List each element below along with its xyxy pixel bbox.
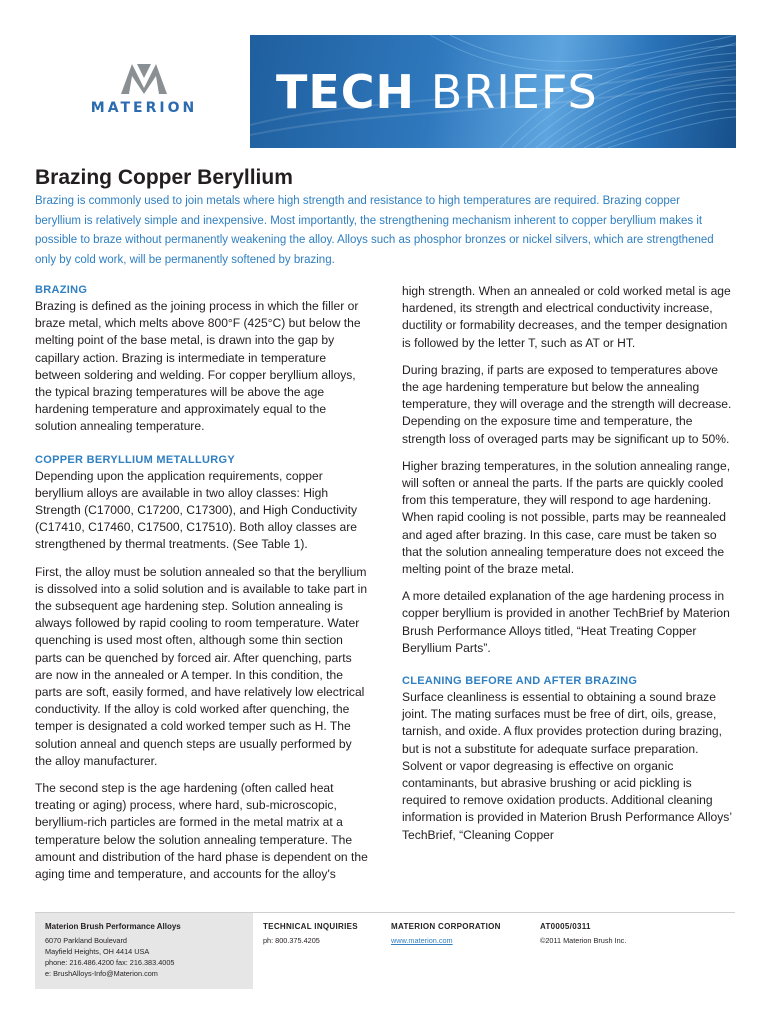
banner-title	[276, 65, 598, 119]
footer-technical-inquiries	[263, 922, 358, 945]
footer-phone-fax: phone: 216.486.4200 fax: 216.383.4005	[45, 958, 175, 967]
right-paragraph-3: Higher brazing temperatures, in the solution annealing range, will soften or anneal the parts. If the parts are quickly cooled from this temperature, they will respond to age hardening. When rapid cooling is not possible, parts may be reannealed and aged after brazing. In this case, care must be taken so that the solution annealing temperature does not exceed the melting point of the braze metal.	[402, 458, 731, 577]
brazing-paragraph: Brazing is defined as the joining process in which the filler or braze metal, which melts above 800°F (425°C) but below the melting point of the base metal, is drawn into the gap by capillary action. Brazing is intermediate in temperature between soldering and welding. For copper beryllium alloys, the typical brazing temperatures will be above the age hardening temperature and approximately equal to the solution annealing temperature.	[35, 299, 361, 434]
footer-copyright: ©2011 Materion Brush Inc.	[540, 936, 627, 945]
footer-address-box	[35, 913, 253, 989]
right-column	[402, 283, 736, 854]
footer-address-line-1: 6070 Parkland Boulevard	[45, 936, 127, 945]
left-column	[35, 282, 369, 893]
materion-logo	[78, 64, 210, 120]
footer-document-info	[540, 922, 626, 945]
section-heading-metallurgy: COPPER BERYLLIUM METALLURGY	[35, 453, 235, 466]
right-paragraph-2: During brazing, if parts are exposed to temperatures above the age hardening temperature but below the annealing temperature, they will overage and the strength will decrease. Depending on the exposure time and temperature, the strength loss of overaged parts may be significant up to 50%.	[402, 362, 732, 446]
banner-title-bold: TECH	[276, 65, 416, 119]
right-paragraph-4: A more detailed explanation of the age hardening process in copper beryllium is provided in another TechBrief by Materion Brush Performance Alloys titled, “Heat Treating Copper Beryllium Parts”.	[402, 589, 730, 655]
metallurgy-paragraph-3: The second step is the age hardening (often called heat treating or aging) process, where hard, sub-microscopic, beryllium-rich particles are formed in the metal matrix at a temperature below the solution annealing temperature. The amount and distribution of the hard phase is dependent on the aging time and temperature, and accounts for the alloy's	[35, 781, 368, 882]
footer-company-name: Materion Brush Performance Alloys	[45, 922, 181, 931]
banner-title-light: BRIEFS	[430, 65, 598, 119]
footer-corp-heading: MATERION CORPORATION	[391, 922, 501, 931]
tech-briefs-banner	[250, 35, 736, 148]
footer-corporation	[391, 922, 501, 945]
intro-paragraph: Brazing is commonly used to join metals where high strength and resistance to high temperatures are required. Brazing copper beryllium is relatively simple and inexpensive. Most importantly, the strengthening mechanism inherent to copper beryllium makes it possible to braze without permanently weakening the alloy. Alloys such as phosphor bronzes or nickel silvers, which are strengthened only by cold work, will be permanently softened by brazing.	[35, 195, 714, 266]
metallurgy-paragraph-1: Depending upon the application requirements, copper beryllium alloys are available in two alloy classes: High Strength (C17000, C17200, C17300), and High Conductivity (C17410, C17460, C17500, C17510). Both alloy classes are strengthened by thermal treatments. (See Table 1).	[35, 468, 358, 552]
cleaning-paragraph: Surface cleanliness is essential to obtaining a sound braze joint. The mating surfaces must be free of dirt, oils, grease, tarnish, and oxide. A flux provides protection during brazing, but is not a substitute for adequate surface preparation. Solvent or vapor degreasing is effective on organic contaminants, but abrasive brushing or acid pickling is required to remove oxidation products. Additional cleaning information is provided in Materion Brush Performance Alloys’ TechBrief, “Cleaning Copper	[402, 690, 732, 842]
section-heading-brazing: BRAZING	[35, 284, 88, 296]
footer-tech-phone: ph: 800.375.4205	[263, 936, 320, 945]
right-paragraph-1: high strength. When an annealed or cold worked metal is age hardened, its strength and electrical conductivity increase, ductility or formability decreases, and the temper designation is followed by the letter T, such as AT or HT.	[402, 284, 731, 350]
footer-doc-code: AT0005/0311	[540, 922, 591, 931]
document-title: Brazing Copper Beryllium	[35, 166, 293, 189]
section-heading-cleaning: CLEANING BEFORE AND AFTER BRAZING	[402, 675, 638, 688]
metallurgy-paragraph-2: First, the alloy must be solution annealed so that the beryllium is dissolved into a solid solution and is available to take part in the subsequent age hardening step. Solution annealing is always followed by rapid cooling to room temperature. Water quenching is used most often, although some thin section parts can be quenched by forced air. After quenching, parts are now in the annealed or A temper. In this condition, the parts are soft, easily formed, and have relatively low electrical conductivity. If the alloy is cold worked after quenching, the temper is designated a cold worked temper such as H. The solution anneal and quench steps are usually performed by the alloy manufacturer.	[35, 564, 368, 768]
footer-email[interactable]: e: BrushAlloys-Info@Materion.com	[45, 969, 158, 978]
footer-website-link[interactable]: www.materion.com	[391, 936, 453, 945]
footer-tech-heading: TECHNICAL INQUIRIES	[263, 922, 358, 931]
logo-wordmark: MATERION	[90, 100, 198, 116]
materion-logo-icon	[121, 64, 167, 94]
footer-address-line-2: Mayfield Heights, OH 4414 USA	[45, 947, 150, 956]
